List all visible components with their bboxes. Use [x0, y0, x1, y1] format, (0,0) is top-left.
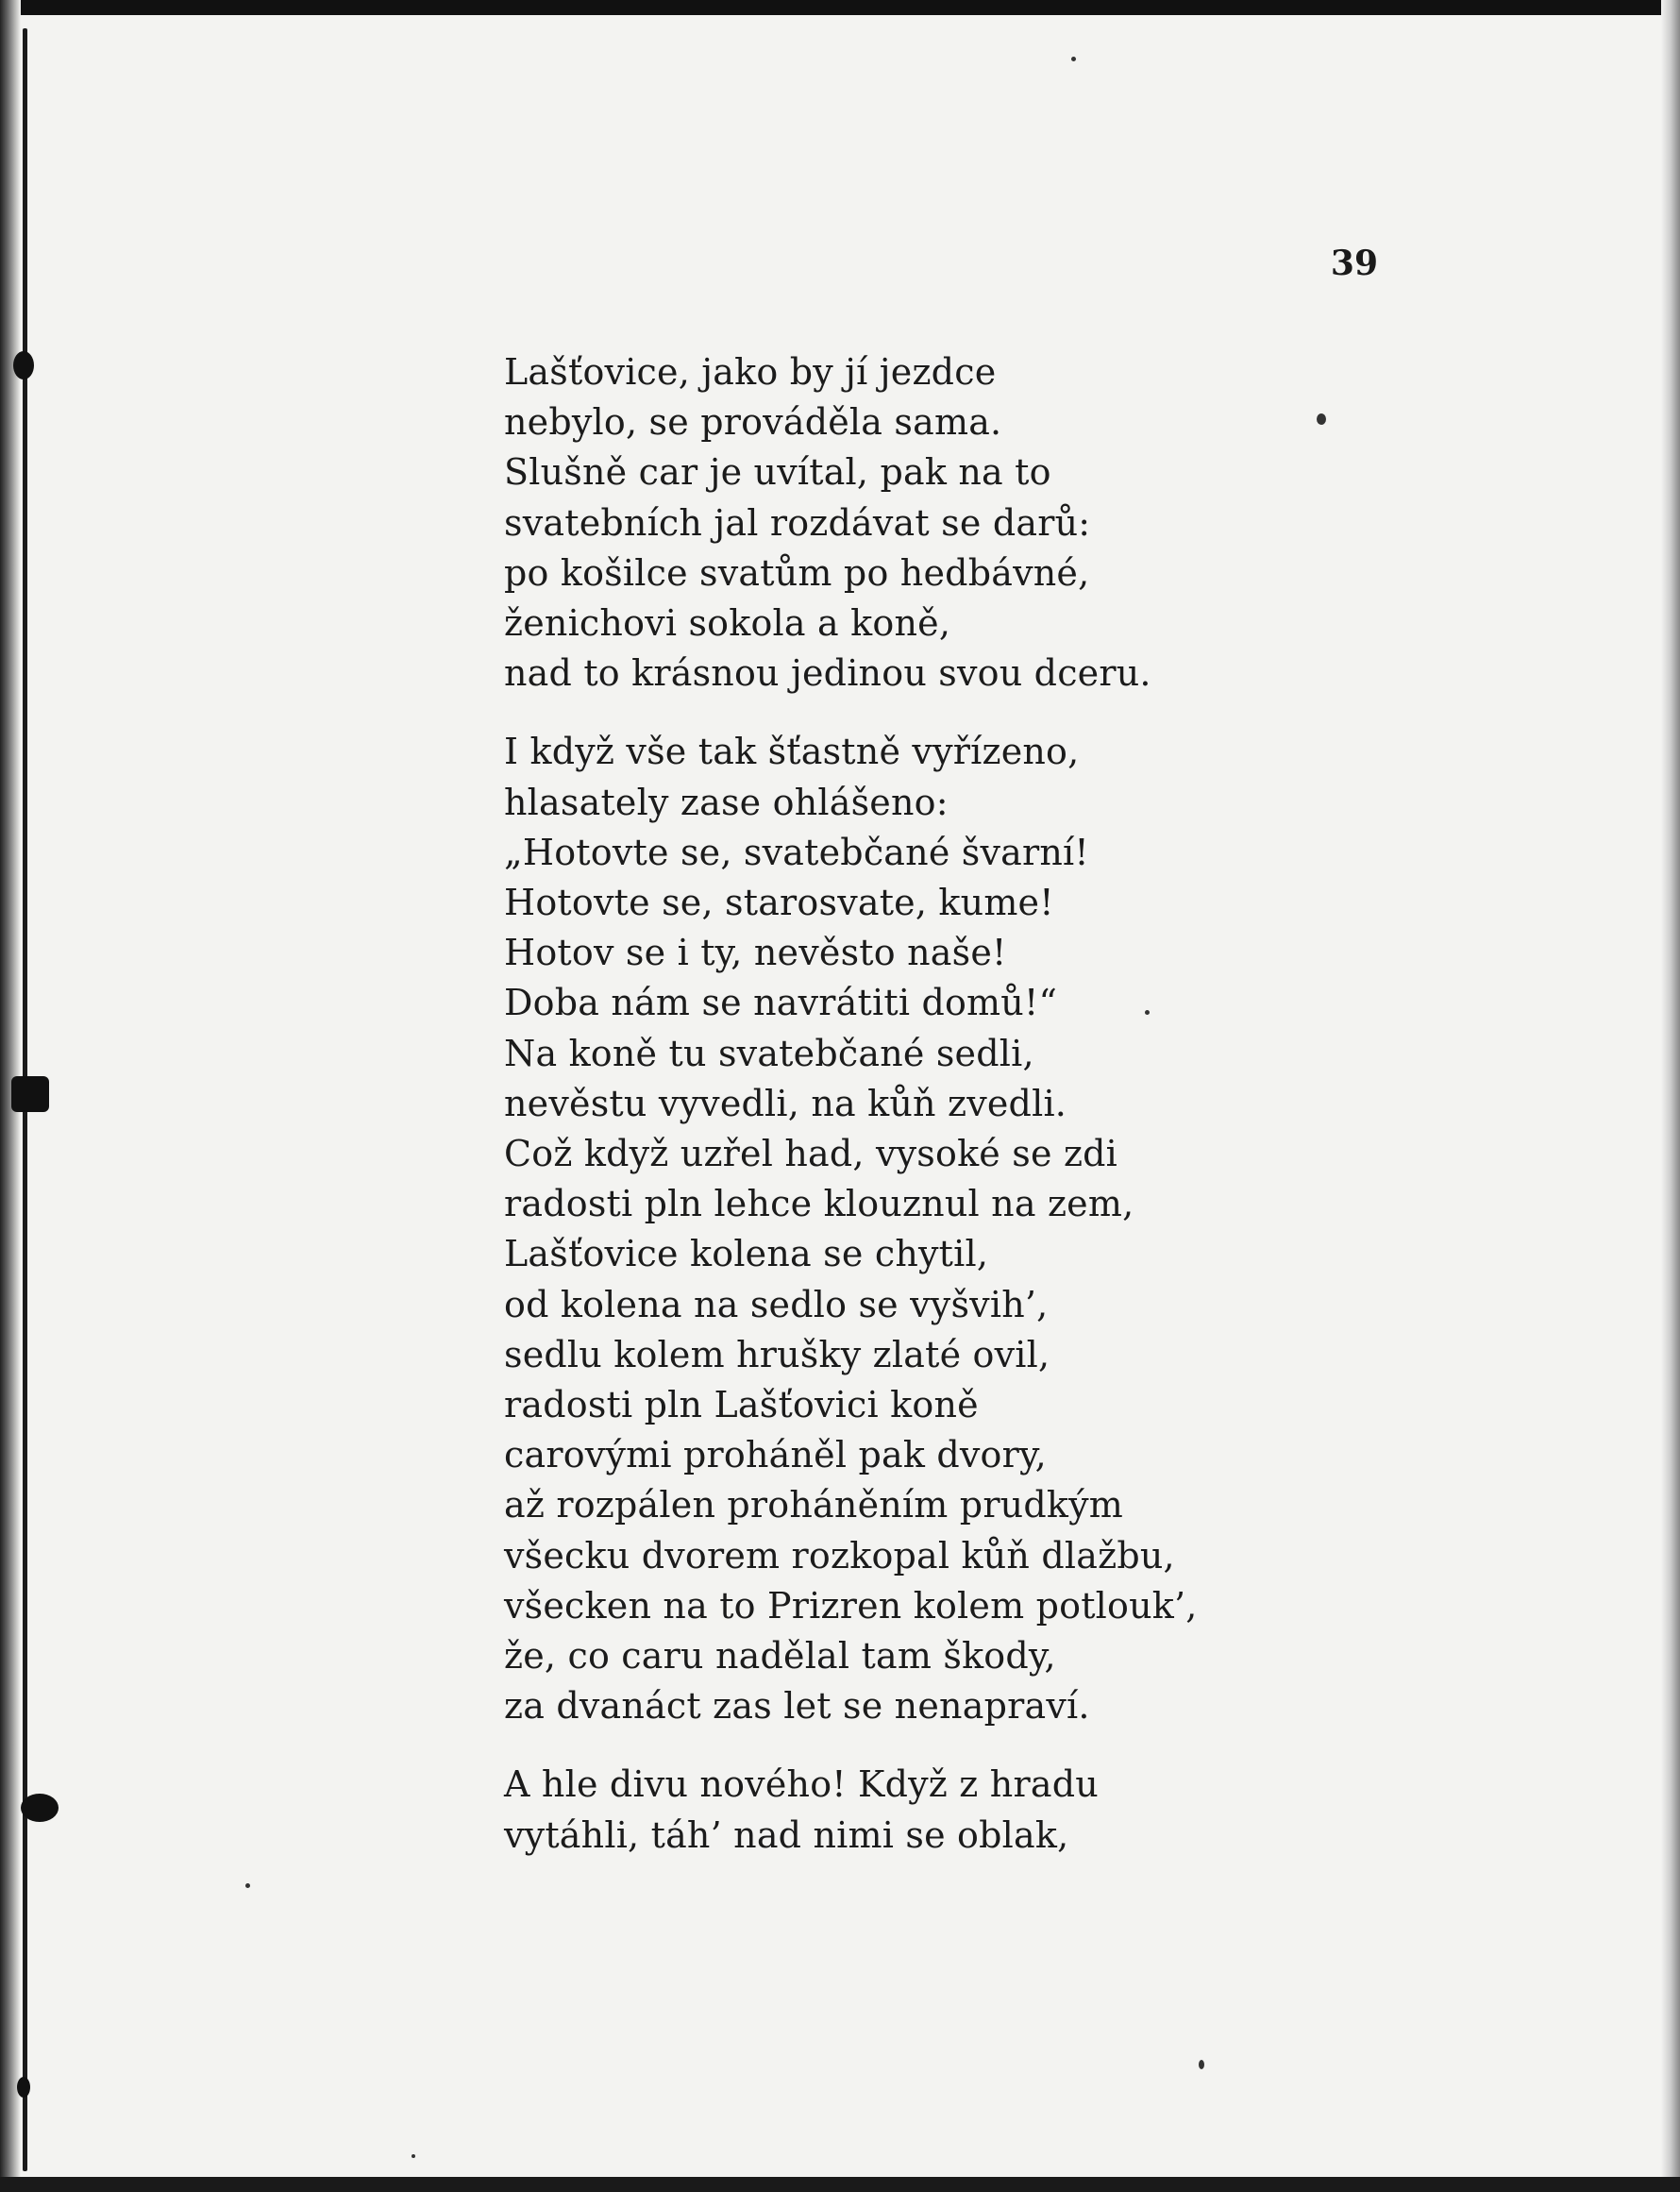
verse-line: ženichovi sokola a koně,: [504, 602, 951, 645]
scan-edge-bottom: [0, 2177, 1680, 2192]
verse-line: nevěstu vyvedli, na kůň zvedli.: [504, 1082, 1067, 1124]
verse-line: Lašťovice kolena se chytil,: [504, 1233, 989, 1275]
verse-line: Hotov se i ty, nevěsto naše!: [504, 932, 1007, 974]
verse-line: sedlu kolem hrušky zlaté ovil,: [504, 1333, 1050, 1375]
verse-line: hlasately zase ohlášeno:: [504, 781, 949, 823]
verse-line: po košilce svatům po hedbávné,: [504, 551, 1090, 594]
verse-line: Na koně tu svatebčané sedli,: [504, 1032, 1034, 1074]
verse-line: nad to krásnou jedinou svou dceru.: [504, 652, 1151, 695]
binding-mark: [13, 351, 34, 379]
verse-line: radosti pln lehce klouznul na zem,: [504, 1183, 1134, 1225]
scan-speck: [245, 1883, 250, 1888]
verse-line: „Hotovte se, svatebčané švarní!: [504, 831, 1089, 873]
verse-line: vytáhli, táh’ nad nimi se oblak,: [504, 1813, 1069, 1856]
verse-line: za dvanáct zas let se nenapraví.: [504, 1685, 1090, 1728]
verse-line: všecku dvorem rozkopal kůň dlažbu,: [504, 1534, 1175, 1577]
poem-text: [504, 347, 1542, 1889]
scan-speck: [1071, 57, 1076, 61]
verse-line: že, co caru nadělal tam škody,: [504, 1635, 1056, 1678]
verse-line: až rozpálen proháněním prudkým: [504, 1484, 1124, 1526]
verse-line: I když vše tak šťastně vyřízeno,: [504, 731, 1080, 773]
verse-line: Slušně car je uvítal, pak na to: [504, 451, 1051, 494]
verse-line: svatebních jal rozdávat se darů:: [504, 501, 1091, 544]
verse-line: radosti pln Lašťovici koně: [504, 1384, 979, 1426]
stanza: [504, 347, 1542, 699]
verse-line: Lašťovice, jako by jí jezdce: [504, 351, 997, 393]
scan-speck: [412, 2154, 415, 2158]
verse-line: Což když uzřel had, vysoké se zdi: [504, 1133, 1118, 1175]
verse-line: Doba nám se navrátiti domů!“: [504, 982, 1058, 1024]
binding-mark: [21, 1794, 59, 1822]
binding-mark: [11, 1076, 49, 1112]
binding-mark: [17, 2077, 30, 2098]
stanza: [504, 1760, 1542, 1860]
verse-line: carovými proháněl pak dvory,: [504, 1434, 1047, 1476]
stanza: [504, 727, 1542, 1731]
verse-line: nebylo, se prováděla sama.: [504, 401, 1002, 444]
verse-line: Hotovte se, starosvate, kume!: [504, 882, 1054, 924]
scan-edge-right: [1661, 0, 1680, 2192]
scan-speck: [1199, 2060, 1204, 2069]
verse-line: od kolena na sedlo se vyšvih’,: [504, 1283, 1049, 1325]
verse-line: všecken na to Prizren kolem potlouk’,: [504, 1584, 1198, 1627]
verse-line: A hle divu nového! Když z hradu: [504, 1763, 1099, 1806]
scan-edge-top: [0, 0, 1680, 15]
page-number: 39: [1330, 244, 1378, 283]
